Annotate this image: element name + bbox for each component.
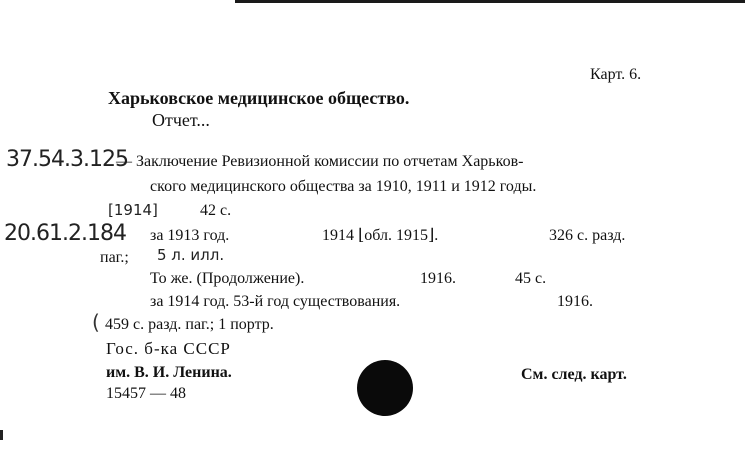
entry-line: 1914 ⌊обл. 1915⌋. bbox=[322, 227, 439, 244]
entry-line: То же. (Продолжение). bbox=[150, 270, 305, 287]
entry-line: 326 с. разд. bbox=[549, 227, 626, 244]
shelfmark-handwritten: 37.54.3.125 bbox=[6, 147, 128, 172]
heading: Харьковское медицинское общество. bbox=[108, 88, 410, 108]
entry-line: ского медицинского общества за 1910, 1911 и 1912 годы. bbox=[150, 178, 537, 195]
entry-line: 45 с. bbox=[515, 270, 547, 287]
subheading: Отчет... bbox=[152, 110, 210, 130]
library-name: Гос. б-ка СССР bbox=[106, 339, 231, 358]
entry-line: 459 с. разд. паг.; 1 портр. bbox=[105, 316, 274, 333]
order-number: 15457 — 48 bbox=[106, 385, 186, 402]
see-next: См. след. карт. bbox=[521, 366, 627, 383]
card-number: Карт. 6. bbox=[590, 66, 642, 83]
top-border bbox=[235, 0, 745, 3]
edge-mark bbox=[0, 430, 3, 440]
entry-line: за 1913 год. bbox=[150, 227, 230, 244]
entry-line: паг.; bbox=[100, 249, 129, 266]
handwritten-note: 5 л. илл. bbox=[157, 246, 225, 264]
entry-line: за 1914 год. 53-й год существования. bbox=[150, 293, 401, 310]
handwritten-note: [1914] bbox=[108, 201, 158, 219]
entry-line: — Заключение Ревизионной комиссии по отчетам Харьков- bbox=[116, 153, 524, 170]
entry-line: 1916. bbox=[557, 293, 593, 310]
shelfmark-handwritten: 20.61.2.184 bbox=[4, 221, 126, 246]
bracket-mark: ( bbox=[92, 310, 100, 334]
entry-line: 42 с. bbox=[200, 202, 232, 219]
entry-line: 1916. bbox=[420, 270, 456, 287]
library-name: им. В. И. Ленина. bbox=[106, 364, 232, 381]
punch-hole bbox=[357, 360, 413, 416]
